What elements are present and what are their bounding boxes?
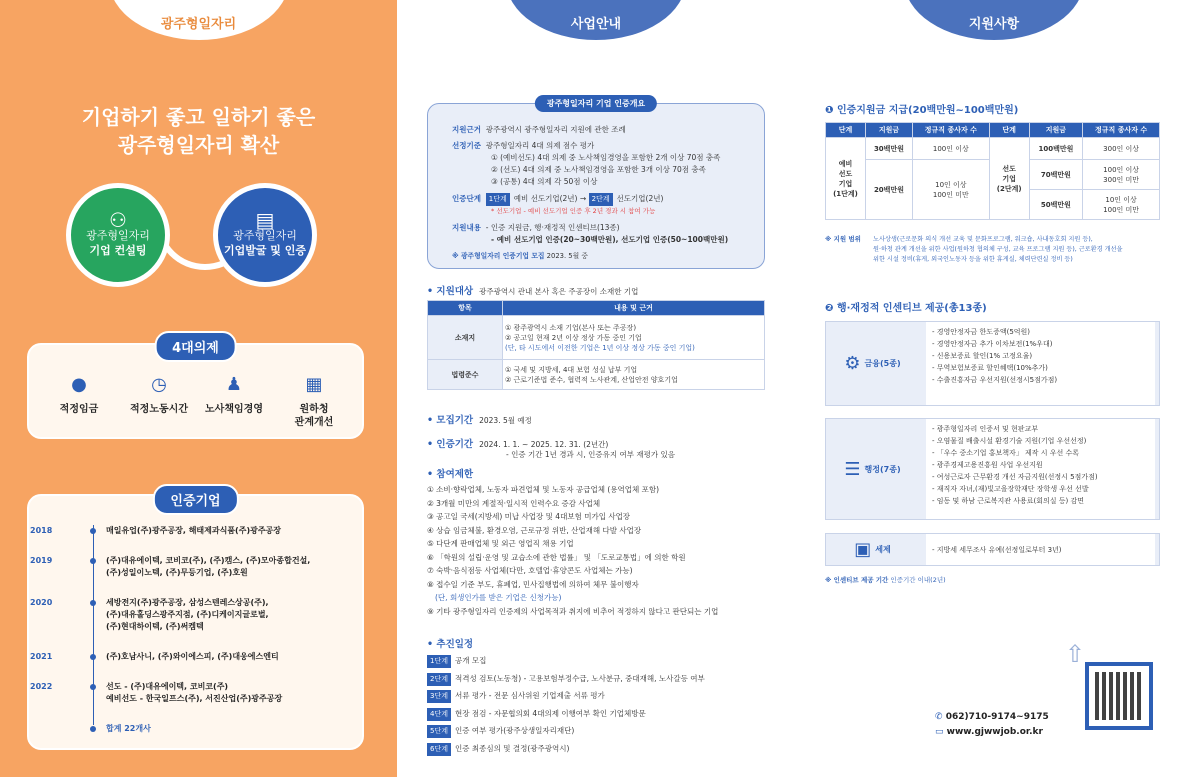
support-label: 지원내용 (452, 223, 481, 232)
finance-box (825, 321, 1160, 406)
finance-item: - 경영안정자금 한도증액(5억원) (932, 328, 1031, 336)
consulting-line1: 광주형일자리 (86, 228, 150, 242)
step-text: 현장 점검 - 자문협의회 4대의제 이행여부 확인 기업체방문 (454, 708, 646, 718)
admin-item: - 오염물질 배출시설 환경기술 지원(기업 우선선정) (932, 437, 1087, 445)
timeline-dot (90, 684, 96, 690)
scope-3: 위한 시설 정비(휴게, 외국인노동자 등을 위한 휴게실, 체력단련실 정비 등) (873, 256, 1073, 263)
step-text: 적격성 검토(노동청) - 고용보험부정수급, 노사분규, 중대재해, 노사갈등 여부 (454, 673, 705, 683)
basis-text: 광주광역시 광주형일자리 지원에 관한 조례 (485, 125, 626, 134)
left-tab: 광주형일자리 (109, 0, 289, 40)
timeline-year: 2022 (30, 682, 53, 691)
timeline-text: (주)대유홀딩스광주지점, (주)디케이지글로벌, (106, 610, 269, 619)
certification-line1: 광주형일자리 (233, 228, 297, 242)
table-row: 20백만원 10인 이상 100인 미만 70백만원 100인 이상 300인 미만 (826, 160, 1160, 190)
section2-title: ❷ 행·재정적 인센티브 제공(총13종) (825, 303, 987, 314)
left-panel (0, 0, 397, 777)
admin-item: - 광주형일자리 인증서 및 현판교부 (932, 425, 1039, 433)
incentive-note-label: ※ 인센티브 제공 기간 (825, 576, 889, 584)
target-label: 지원대상 (436, 286, 474, 297)
schedule-step (427, 743, 569, 756)
phone-icon: ✆ (935, 712, 943, 722)
limit-item: ⑤ 다단계 판매업체 및 외근 영업직 채용 기업 (427, 539, 574, 548)
right-tab: 지원사항 (904, 0, 1084, 40)
finance-item: - 경영안정자금 추가 이차보전(1%우대) (932, 340, 1053, 348)
support-2: - 예비 선도기업 인증(20~30백만원), 선도기업 인증(50~100백만원) (491, 235, 729, 244)
table-row: 50백만원 10인 이상 100인 미만 (826, 190, 1160, 220)
criteria-item-3: ③ (공통) 4대 의제 각 50점 이상 (491, 177, 598, 186)
stage1-text: 예비 선도기업(2년) (513, 194, 578, 203)
limit-item: ⑦ 숙박·음식점등 사업체(다만, 호텔업·휴양콘도 사업체는 가능) (427, 566, 633, 575)
tax-label: 세제 (875, 545, 891, 554)
headline (0, 103, 397, 159)
support-1: - 인증 지원금, 행·재정적 인센티브(13종) (485, 223, 620, 232)
criteria-item-1: ① (예비선도) 4대 의제 중 노사책임경영을 포함한 2개 이상 70점 충족 (491, 153, 721, 162)
certification-circle (213, 183, 317, 287)
piggy-bank-icon: ● (71, 374, 87, 395)
admin-item: - 「우수 중소기업 홍보책자」 제작 시 우선 수록 (932, 449, 1080, 457)
incentive-note: 인증기간 이내(2년) (890, 576, 946, 584)
limit-item: ① 소비·향락업체, 노동자 파견업체 및 노동자 공급업체 (용역업체 포함) (427, 485, 660, 494)
admin-item: - 여성근로자 근무환경 개선 자금지원(선정시 5점가점) (932, 473, 1098, 481)
timeline-text: (주)대유에이텍, 코비코(주), (주)캠스, (주)모아종합건설, (106, 556, 311, 565)
timeline-year: 2020 (30, 598, 53, 607)
stage1-badge: 1단계 (486, 193, 510, 206)
section1-title: ❶ 인증지원금 지급(20백만원~100백만원) (825, 105, 1019, 116)
timeline-text: (주)호남사니, (주)와이에스피, (주)대웅에스엔티 (106, 652, 279, 661)
criteria-text: 광주형일자리 4대 의제 점수 평가 (485, 141, 595, 150)
timeline-line (93, 525, 94, 725)
limit-item: ③ 공고일 국세(지방세) 미납 사업장 및 4대보험 미가입 사업장 (427, 512, 631, 521)
certification-line2: 기업발굴 및 인증 (223, 243, 307, 257)
finance-item: - 수출진흥자금 우선지원(선정시5점가점) (932, 376, 1058, 384)
qr-code[interactable] (1085, 662, 1153, 730)
step-badge: 1단계 (427, 655, 451, 668)
finance-label: 금융(5종) (864, 359, 901, 368)
timeline-year: 2018 (30, 526, 53, 535)
table-row: 법령준수 ① 국세 및 지방세, 4대 보험 성실 납부 기업 ② 근로기준법 준수, 협력적 노사관계, 산업안전 양호기업 (428, 360, 765, 390)
schedule-step (427, 725, 574, 738)
timeline-text: (주)현대하이텍, (주)써켐텍 (106, 622, 204, 631)
table-row: 소재지 ① 광주광역시 소재 기업(본사 또는 주공장) ② 공고일 현재 2년 이상 정상 가동 중인 기업 (단, 타 시도에서 이전한 기업은 1년 이상 정상 가동 중인 기업) (428, 316, 765, 360)
certified-title: 인증기업 (152, 484, 238, 515)
grant-table: 단계 지원금 정규직 종사자 수 단계 지원금 정규직 종사자 수 예비 선도 기업 (1단계) 30백만원 100인 이상 선도 기업 (2단계) 100백만원 300인 이상 20백만원 10인 이상 100인 미만 70백만원 100인 이상 300인 미만 50백만원 10인 이상 100인 미만 (825, 122, 1160, 220)
middle-panel: 사업안내 광주형일자리 기업 인증개요 지원근거 광주광역시 광주형일자리 지원에 관한 조례 선정기준 광주형일자리 4대 의제 점수 평가 ① (예비선도) 4대 의제 중 노사책임경영을 포함한 2개 이상 70점 충족 ② (선도) 4대 의제 중 노사책임경영을 포함한 3개 이상 70점 충족 ③ (공통) 4대 의제 각 50점 이상 인증단계 1단계 예비 선도기업(2년) → 2단계 선도기업(2년) * 선도기업 - 예비 선도기업 인증 후 2년 경과 시 참여 가능 지원내용 - 인증 지원금, 행·재정적 인센티브(13종) - 예비 선도기업 인증(20~30백만원), 선도기업 인증(50~100백만원) ※ 광주형일자리 인증기업 모집 2023. 5월 중 • 지원대상 광주광역시 관내 본사 혹은 주공장이 소재한 기업 항목 내용 및 근거 소재지 ① 광주광역시 소재 기업(본사 또는 주공장) ② 공고일 현재 2년 이상 정상 가동 중인 기업 (단, 타 시도에서 이전한 기업은 1년 이상 정상 가동 중인 기업) 법령준수 ① 국세 및 지방세, 4대 보험 성실 납부 기업 ② 근로기준법 준수, 협력적 노사관계, 산업안전 양호기업 • 모집기간 2023. 5월 예정 • 인증기간 2024. 1. 1. ~ 2025. 12. 31. (2년간) - 인증 기간 1년 경과 시, 인증유지 여부 재평가 있음 • 참여제한 ① 소비·향락업체, 노동자 파견업체 및 노동자 공급업체 (용역업체 포함) ② 3개월 미만의 계절적·일시적 인력수요 증감 사업체 ③ 공고일 국세(지방세) 미납 사업장 및 4대보험 미가입 사업장 ④ 상습 임금체불, 환경오염, 근로규정 위반, 산업재해 다발 사업장 ⑤ 다단계 판매업체 및 외근 영업직 채용 기업 ⑥ 「학원의 설립·운영 및 교습소에 관한 법률」 및 「도로교통법」에 의한 학원 ⑦ 숙박·음식점등 사업체(다만, 호텔업·휴양콘도 사업체는 가능) ⑧ 접수일 기준 부도, 휴폐업, 민사집행법에 의하여 체무 불이행자 (단, 회생인가를 받은 기업은 신청가능) ⑨ 기타 광주형일자리 인증제의 사업목적과 취지에 비추어 적정하지 않다고 판단되는 기업 • 추진일정 1단계 공개 모집 2단계 적격성 검토(노동청) - 고용보험부정수급, 노사분규, 중대재해, 노사갈등 여부 3단계 서류 평가 - 전문 심사위원 기업제출 서류 평가 4단계 현장 점검 - 자문협의회 4대의제 이행여부 확인 기업체방문 5단계 인증 여부 평가(광주상생일자리재단) 6단계 인증 최종심의 및 결정(광주광역시) (397, 0, 795, 777)
right-panel (795, 0, 1193, 777)
target-table (427, 300, 765, 390)
timeline-text: 예비선도 - 한국일프스(주), 서진산업(주)광주공장 (106, 694, 283, 703)
agenda-item-hours: ◷ 적정노동시간 (130, 374, 188, 415)
scope-1: 노사상생(근로문화 의식 개선 교육 및 문화프로그램, 워크숍, 사내동호회 지원 등), (873, 236, 1093, 243)
timeline-dot (90, 528, 96, 534)
middle-tab: 사업안내 (506, 0, 686, 40)
limit-item: ⑧ 접수일 기준 부도, 휴폐업, 민사집행법에 의하여 체무 불이행자 (427, 579, 639, 589)
stage2-badge: 2단계 (589, 193, 613, 206)
limit-item: ④ 상습 임금체불, 환경오염, 근로규정 위반, 산업재해 다발 사업장 (427, 525, 642, 535)
schedule-step (427, 673, 705, 686)
step-badge: 2단계 (427, 673, 451, 686)
schedule-step (427, 708, 646, 721)
checklist-icon: ☰ (844, 458, 861, 480)
stage2-text: 선도기업(2년) (616, 194, 664, 203)
tax-box (825, 533, 1160, 566)
schedule-step (427, 655, 486, 668)
schedule-label: 추진일정 (436, 639, 474, 650)
handshake-icon: ⚇ (109, 207, 127, 232)
criteria-label: 선정기준 (452, 141, 481, 150)
admin-item: - 임동 및 하남 근로복지관 사용료(회의실 등) 감면 (932, 497, 1085, 505)
finance-item: - 신용보증료 할인(1% 고정요율) (932, 352, 1033, 360)
step-text: 인증 여부 평가(광주상생일자리재단) (454, 726, 575, 735)
table-head-item: 항목 (428, 301, 503, 316)
timeline-dot (90, 558, 96, 564)
basis-label: 지원근거 (452, 125, 481, 134)
clock-icon: ◷ (151, 374, 167, 395)
agenda-title: 4대의제 (154, 331, 237, 362)
arrow-right-icon: → (579, 194, 587, 203)
monitor-icon: ▭ (935, 727, 944, 737)
cert-period-label: 인증기간 (436, 439, 474, 450)
overview-title: 광주형일자리 기업 인증개요 (535, 95, 657, 112)
cert-period-text: 2024. 1. 1. ~ 2025. 12. 31. (2년간) (479, 440, 609, 449)
consulting-line2: 기업 컨설팅 (89, 243, 147, 257)
limit-item: ② 3개월 미만의 계절적·일시적 인력수요 증감 사업체 (427, 498, 601, 508)
limit-label: 참여제한 (436, 469, 474, 480)
headline-line1: 기업하기 좋고 일하기 좋은 (81, 105, 316, 129)
agenda-card (27, 343, 364, 439)
phone-number: 062)710-9174~9175 (945, 712, 1049, 722)
stage-note: * 선도기업 - 예비 선도기업 인증 후 2년 경과 시 참여 가능 (491, 207, 656, 215)
timeline-year: 2019 (30, 556, 53, 565)
limit-item: ⑨ 기타 광주형일자리 인증제의 사업목적과 취지에 비추어 적정하지 않다고 판단되는 기업 (427, 606, 719, 616)
limit-item: (단, 회생인가를 받은 기업은 신청가능) (435, 593, 562, 602)
schedule-step (427, 690, 605, 703)
admin-item: - 재직자 자녀,(재)빛고을장학재단 장학생 우선 선발 (932, 485, 1089, 493)
admin-box (825, 418, 1160, 520)
timeline-dot (90, 654, 96, 660)
timeline-year: 2021 (30, 652, 53, 661)
limit-item: ⑥ 「학원의 설립·운영 및 교습소에 관한 법률」 및 「도로교통법」에 의한 학원 (427, 552, 686, 562)
criteria-item-2: ② (선도) 4대 의제 중 노사책임경영을 포함한 3개 이상 70점 충족 (491, 165, 706, 174)
agenda-item-wage: ● 적정임금 (59, 374, 99, 415)
timeline-dot (90, 600, 96, 606)
admin-item: - 광주경제고용진흥원 사업 우선지원 (932, 461, 1043, 469)
scope-label: ※ 지원 범위 (825, 235, 861, 243)
scope-2: 원·하청 관계 개선을 위한 사업(원하청 협의체 구성, 교육 프로그램 지원 등), 근로환경 개선을 (873, 246, 1123, 253)
step-badge: 4단계 (427, 708, 451, 721)
certificate-icon: ▤ (255, 207, 275, 232)
document-icon: ▦ (305, 374, 323, 395)
target-text: 광주광역시 관내 본사 혹은 주공장이 소재한 기업 (479, 287, 639, 296)
step-badge: 6단계 (427, 743, 451, 756)
consulting-circle (66, 183, 170, 287)
step-text: 공개 모집 (454, 656, 487, 665)
team-icon: ♟ (225, 374, 243, 395)
timeline-text: (주)성일이노텍, (주)무등기업, (주)호원 (106, 568, 248, 577)
timeline-text: 매일유업(주)광주공장, 해태제과식품(주)광주공장 (106, 526, 282, 535)
recruit-date: 2023. 5월 중 (546, 252, 588, 260)
tax-icon: ▣ (854, 539, 872, 560)
timeline-text: 합계 22개사 (106, 724, 151, 733)
tax-text: - 지방세 세무조사 유예(선정일로부터 3년) (932, 546, 1062, 554)
step-badge: 3단계 (427, 690, 451, 703)
headline-line2: 광주형일자리 확산 (117, 133, 280, 157)
arrow-up-icon: ⇧ (1065, 640, 1086, 668)
table-head-content: 내용 및 근거 (503, 301, 765, 316)
period-label: 모집기간 (436, 415, 474, 426)
step-text: 서류 평가 - 전문 심사위원 기업제출 서류 평가 (454, 691, 605, 700)
step-text: 인증 최종심의 및 결정(광주광역시) (454, 743, 570, 753)
agenda-item-management: ♟ 노사책임경영 (205, 374, 263, 415)
website-link[interactable]: www.gjwwjob.or.kr (946, 727, 1043, 737)
period-text: 2023. 5월 예정 (479, 416, 532, 425)
cert-period-note: - 인증 기간 1년 경과 시, 인증유지 여부 재평가 있음 (506, 450, 675, 459)
recruit-note: ※ 광주형일자리 인증기업 모집 (452, 252, 545, 260)
agenda-item-relations: ▦ 원하청 관계개선 (294, 374, 334, 428)
timeline-text: 선도 - (주)대유에이텍, 코비코(주) (106, 682, 229, 691)
stage-label: 인증단계 (452, 194, 481, 203)
table-row: 예비 선도 기업 (1단계) 30백만원 100인 이상 선도 기업 (2단계) 100백만원 300인 이상 (826, 138, 1160, 160)
step-badge: 5단계 (427, 725, 451, 738)
admin-label: 행정(7종) (864, 464, 901, 474)
finance-item: - 무역보험보증료 할인혜택(10%추가) (932, 364, 1048, 372)
timeline-dot (90, 726, 96, 732)
timeline-text: 세방전지(주)광주공장, 삼성스텐레스상공(주), (106, 598, 269, 607)
gear-icon: ⚙ (844, 353, 861, 374)
